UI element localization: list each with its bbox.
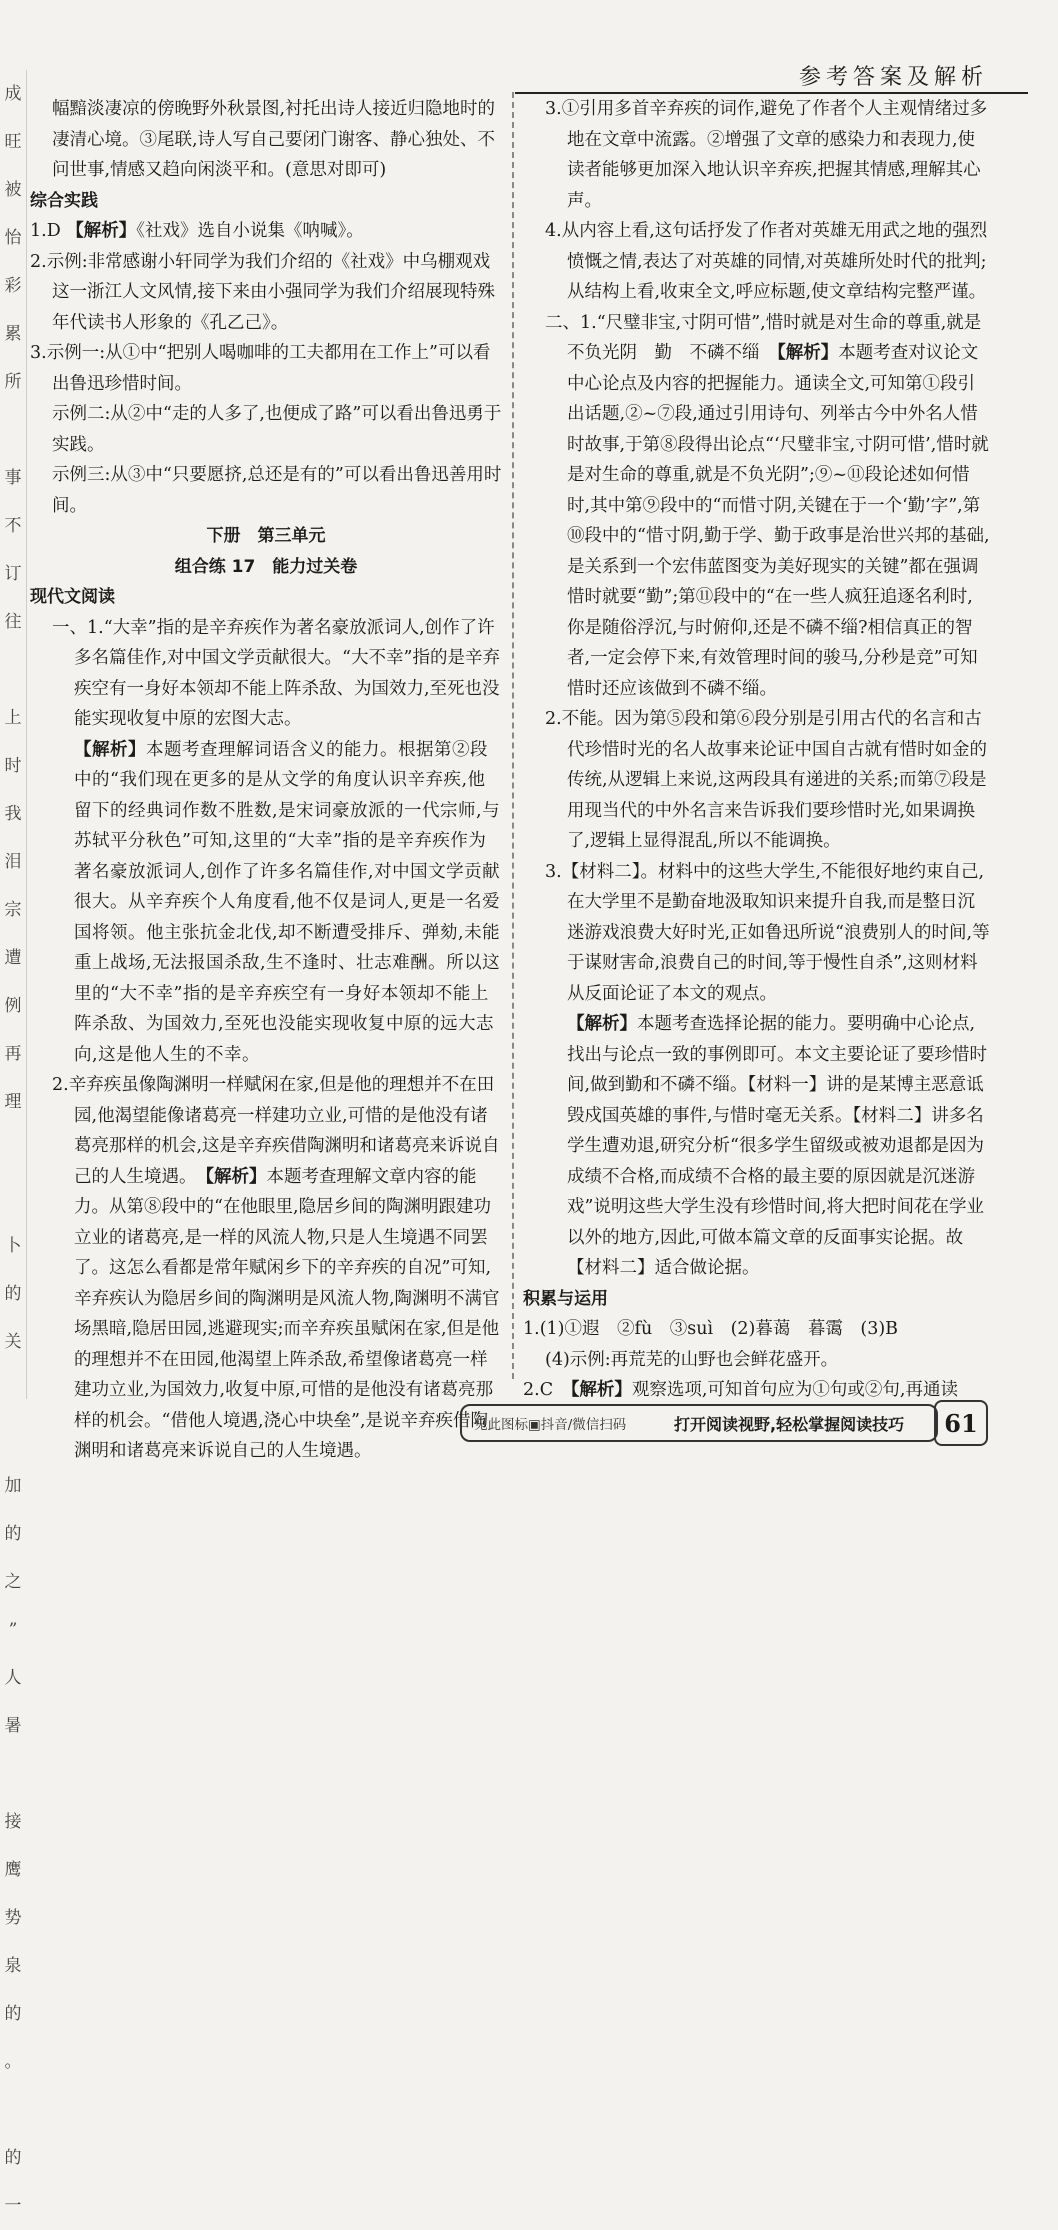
answer-item: 3.①引用多首辛弃疾的词作,避免了作者个人主观情绪过多地在文章中流露。②增强了文章的感染力和表现力,使读者能够更加深入地认识辛弃疾,把握其情感,理解其心声。 <box>545 99 988 211</box>
edge-char: 彩 <box>4 276 22 296</box>
edge-char: 上 <box>4 708 22 728</box>
answer-item: 3.【材料二】。材料中的这些大学生,不能很好地约束自己,在大学里不是勤奋地汲取知识来提升自我,而是整日沉迷游戏浪费大好时光,正如鲁迅所说“浪费别人的时间,等于谋财害命,浪费自己的时间,等于慢性自杀”,这则材料从反面论证了本文的观点。 <box>545 861 990 1004</box>
edge-char: 卜 <box>4 1236 22 1256</box>
edge-char: 加 <box>4 1476 22 1496</box>
page-number: 61 <box>934 1400 988 1446</box>
edge-char: 泪 <box>4 852 22 872</box>
edge-char: 的 <box>4 2004 22 2024</box>
edge-char: 再 <box>4 1044 22 1064</box>
edge-char: 之 <box>4 1572 22 1592</box>
analysis: 【解析】本题考查选择论据的能力。要明确中心论点,找出与论点一致的事例即可。本文主要论证了要珍惜时间,做到勤和不磷不缁。【材料一】讲的是某博主恶意诋毁戍国英雄的事件,与惜时毫无关系。【材料二】讲多名学生遭劝退,研究分析“很多学生留级或被劝退都是因为成绩不合格,而成绩不合格的最主要的原因就是沉迷游戏”说明这些大学生没有珍惜时间,将大把时间花在学业以外的地方,因此,可做本篇文章的反面事实论据。故【材料二】适合做论据。 <box>567 1014 987 1278</box>
edge-char: 势 <box>4 1908 22 1928</box>
edge-char: 事 <box>4 468 22 488</box>
edge-char: ” <box>8 1620 18 1640</box>
edge-char: 不 <box>4 516 22 536</box>
edge-char: 怡 <box>4 228 22 248</box>
edge-char: 的 <box>4 1524 22 1544</box>
section-heading: 积累与运用 <box>523 1288 608 1309</box>
edge-char: 理 <box>4 1092 22 1112</box>
edge-char: 鹰 <box>4 1860 22 1880</box>
edge-char <box>0 1126 26 1174</box>
answer-item: 示例三:从③中“只要愿挤,总还是有的”可以看出鲁迅善用时间。 <box>52 465 502 516</box>
edge-char: 例 <box>4 996 22 1016</box>
footer-banner <box>460 1404 938 1442</box>
edge-char: 宗 <box>4 900 22 920</box>
left-edge-text-strip <box>0 70 27 2216</box>
page-header-title: 参考答案及解析 <box>798 65 988 90</box>
edge-char: 订 <box>4 564 22 584</box>
section-heading: 综合实践 <box>30 190 98 211</box>
edge-char <box>0 1366 26 1414</box>
unit-title: 下册 第三单元 <box>206 526 326 546</box>
answer-item: 3.示例一:从①中“把别人喝咖啡的工夫都用在工作上”可以看出鲁迅珍惜时间。 <box>30 343 491 394</box>
edge-char: 暑 <box>4 1716 22 1736</box>
edge-char: 人 <box>4 1668 22 1688</box>
paragraph: 幅黯淡凄凉的傍晚野外秋景图,衬托出诗人接近归隐地时的凄清心境。③尾联,诗人写自己要闭门谢客、静心独处、不问世事,情感又趋向闲淡平和。(意思对即可) <box>52 99 496 180</box>
analysis: 【解析】本题考查理解词语含义的能力。根据第②段中的“我们现在更多的是从文学的角度认识辛弃疾,他留下的经典词作数不胜数,是宋词豪放派的一代宗师,与苏轼平分秋色”可知,这里的“大幸”指的是辛弃疾作为著名豪放派词人,创作了许多名篇佳作,对中国文学贡献很大。从辛弃疾个人角度看,他不仅是词人,更是一名爱国将领。他主张抗金北伐,却不断遭受排斥、弹劾,未能重上战场,无法报国杀敌,生不逢时、壮志难酬。所以这里的“大不幸”指的是辛弃疾空有一身好本领却不能上阵杀敌、为国效力,至死也没能实现收复中原的远大志向,这是他人生的不幸。 <box>74 739 501 1065</box>
edge-char <box>0 1750 26 1798</box>
answer-item: 4.从内容上看,这句话抒发了作者对英雄无用武之地的强烈愤慨之情,表达了对英雄的同情,对英雄所处时代的批判;从结构上看,收束全文,呼应标题,使文章结构完整严谨。 <box>545 221 988 302</box>
scan-hint: 见此图标▣抖音/微信扫码 <box>474 1417 627 1433</box>
edge-char: 往 <box>4 612 22 632</box>
edge-char: 接 <box>4 1812 22 1832</box>
answer-item: 2.示例:非常感谢小轩同学为我们介绍的《社戏》中乌棚观戏这一浙江人文风情,接下来由小强同学为我们介绍展现特殊年代读书人形象的《孔乙己》。 <box>30 251 496 333</box>
right-column <box>523 94 990 1406</box>
edge-char: 的 <box>4 1284 22 1304</box>
edge-char: 。 <box>4 2052 22 2072</box>
answer-item: 一、1.“大幸”指的是辛弃疾作为著名豪放派词人,创作了许多名篇佳作,对中国文学贡献很大。“大不幸”指的是辛弃疾空有一身好本领却不能上阵杀敌、为国效力,至死也没能实现收复中原的宏图大志。 <box>52 617 500 729</box>
answer-item: 2.辛弃疾虽像陶渊明一样赋闲在家,但是他的理想并不在田园,他渴望能像诸葛亮一样建功立业,可惜的是他没有诸葛亮那样的机会,这是辛弃疾借陶渊明和诸葛亮来诉说自己的人生境遇。 【解析】本题考查理解文章内容的能力。从第⑧段中的“在他眼里,隐居乡间的陶渊明跟建功立业的诸葛亮,是一样的风流人物,只是人生境遇不同罢了。这怎么看都是常年赋闲乡下的辛弃疾的自况”可知,辛弃疾认为隐居乡间的陶渊明是风流人物,陶渊明不满官场黑暗,隐居田园,逃避现实;而辛弃疾虽赋闲在家,但是他的理想并不在田园,他渴望上阵杀敌,希望像诸葛亮一样建功立业,为国效力,收复中原,可惜的是他没有诸葛亮那样的机会。“借他人境遇,浇心中块垒”,是说辛弃疾借陶渊明和诸葛亮来诉说自己的人生境遇。 <box>52 1075 500 1461</box>
edge-char: 时 <box>4 756 22 776</box>
edge-char: 我 <box>4 804 22 824</box>
edge-char <box>0 2086 26 2134</box>
edge-char: 遭 <box>4 948 22 968</box>
edge-char: 累 <box>4 324 22 344</box>
unit-subtitle: 组合练 17 能力过关卷 <box>174 556 358 577</box>
edge-char: 被 <box>4 180 22 200</box>
edge-char: 所 <box>4 372 22 392</box>
edge-char: 的 <box>4 2148 22 2168</box>
edge-char: 成 <box>4 84 22 104</box>
edge-char <box>0 1174 26 1222</box>
answer-item: 2.C 【解析】观察选项,可知首句应为①句或②句,再通读 <box>523 1380 958 1400</box>
left-column <box>30 94 502 1467</box>
answer-item: 1.D 【解析】《社戏》选自小说集《呐喊》。 <box>30 221 364 241</box>
edge-char: 一 <box>4 2196 22 2216</box>
edge-char <box>0 406 26 454</box>
section-heading: 现代文阅读 <box>30 587 115 607</box>
edge-char <box>0 1414 26 1462</box>
reading-promo: 打开阅读视野,轻松掌握阅读技巧 <box>674 1414 905 1434</box>
answer-item: 1.(1)①遐 ②fù ③suì (2)暮蔼 暮霭 (3)B <box>523 1319 899 1339</box>
column-divider <box>512 92 514 1379</box>
edge-char: 泉 <box>4 1956 22 1976</box>
answer-item: 二、1.“尺璧非宝,寸阴可惜”,惜时就是对生命的尊重,就是不负光阴 勤 不磷不缁 【解析】本题考查对议论文中心论点及内容的把握能力。通读全文,可知第①段引出话题,②~⑦段,通过引用诗句、列举古今中外名人惜时故事,于第⑧段得出论点“‘尺璧非宝,寸阴可惜’,惜时就是对生命的尊重,就是不负光阴”;⑨~⑪段论述如何惜时,其中第⑨段中的“而惜寸阴,关键在于一个‘勤’字”,第⑩段中的“惜寸阴,勤于学、勤于政事是治世兴邦的基础,是关系到一个宏伟蓝图变为美好现实的关键”都在强调惜时就要“勤”;第⑪段中的“在一些人疯狂追逐名利时,你是随俗浮沉,与时俯仰,还是不磷不缁?相信真正的智者,一定会停下来,有效管理时间的骏马,分秒是竞”可知惜时还应该做到不磷不缁。 <box>545 312 990 699</box>
answer-item: 示例二:从②中“走的人多了,也便成了路”可以看出鲁迅勇于实践。 <box>52 404 502 455</box>
answer-item: (4)示例:再荒芜的山野也会鲜花盛开。 <box>545 1349 839 1370</box>
answer-item: 2.不能。因为第⑤段和第⑥段分别是引用古代的名言和古代珍惜时光的名人故事来论证中国自古就有惜时如金的传统,从逻辑上来说,这两段具有递进的关系;而第⑦段是用现当代的中外名言来告诉我们要珍惜时光,如果调换了,逻辑上显得混乱,所以不能调换。 <box>545 709 987 851</box>
edge-char: 旺 <box>4 132 22 152</box>
edge-char: 关 <box>4 1332 22 1352</box>
edge-char <box>0 646 26 694</box>
